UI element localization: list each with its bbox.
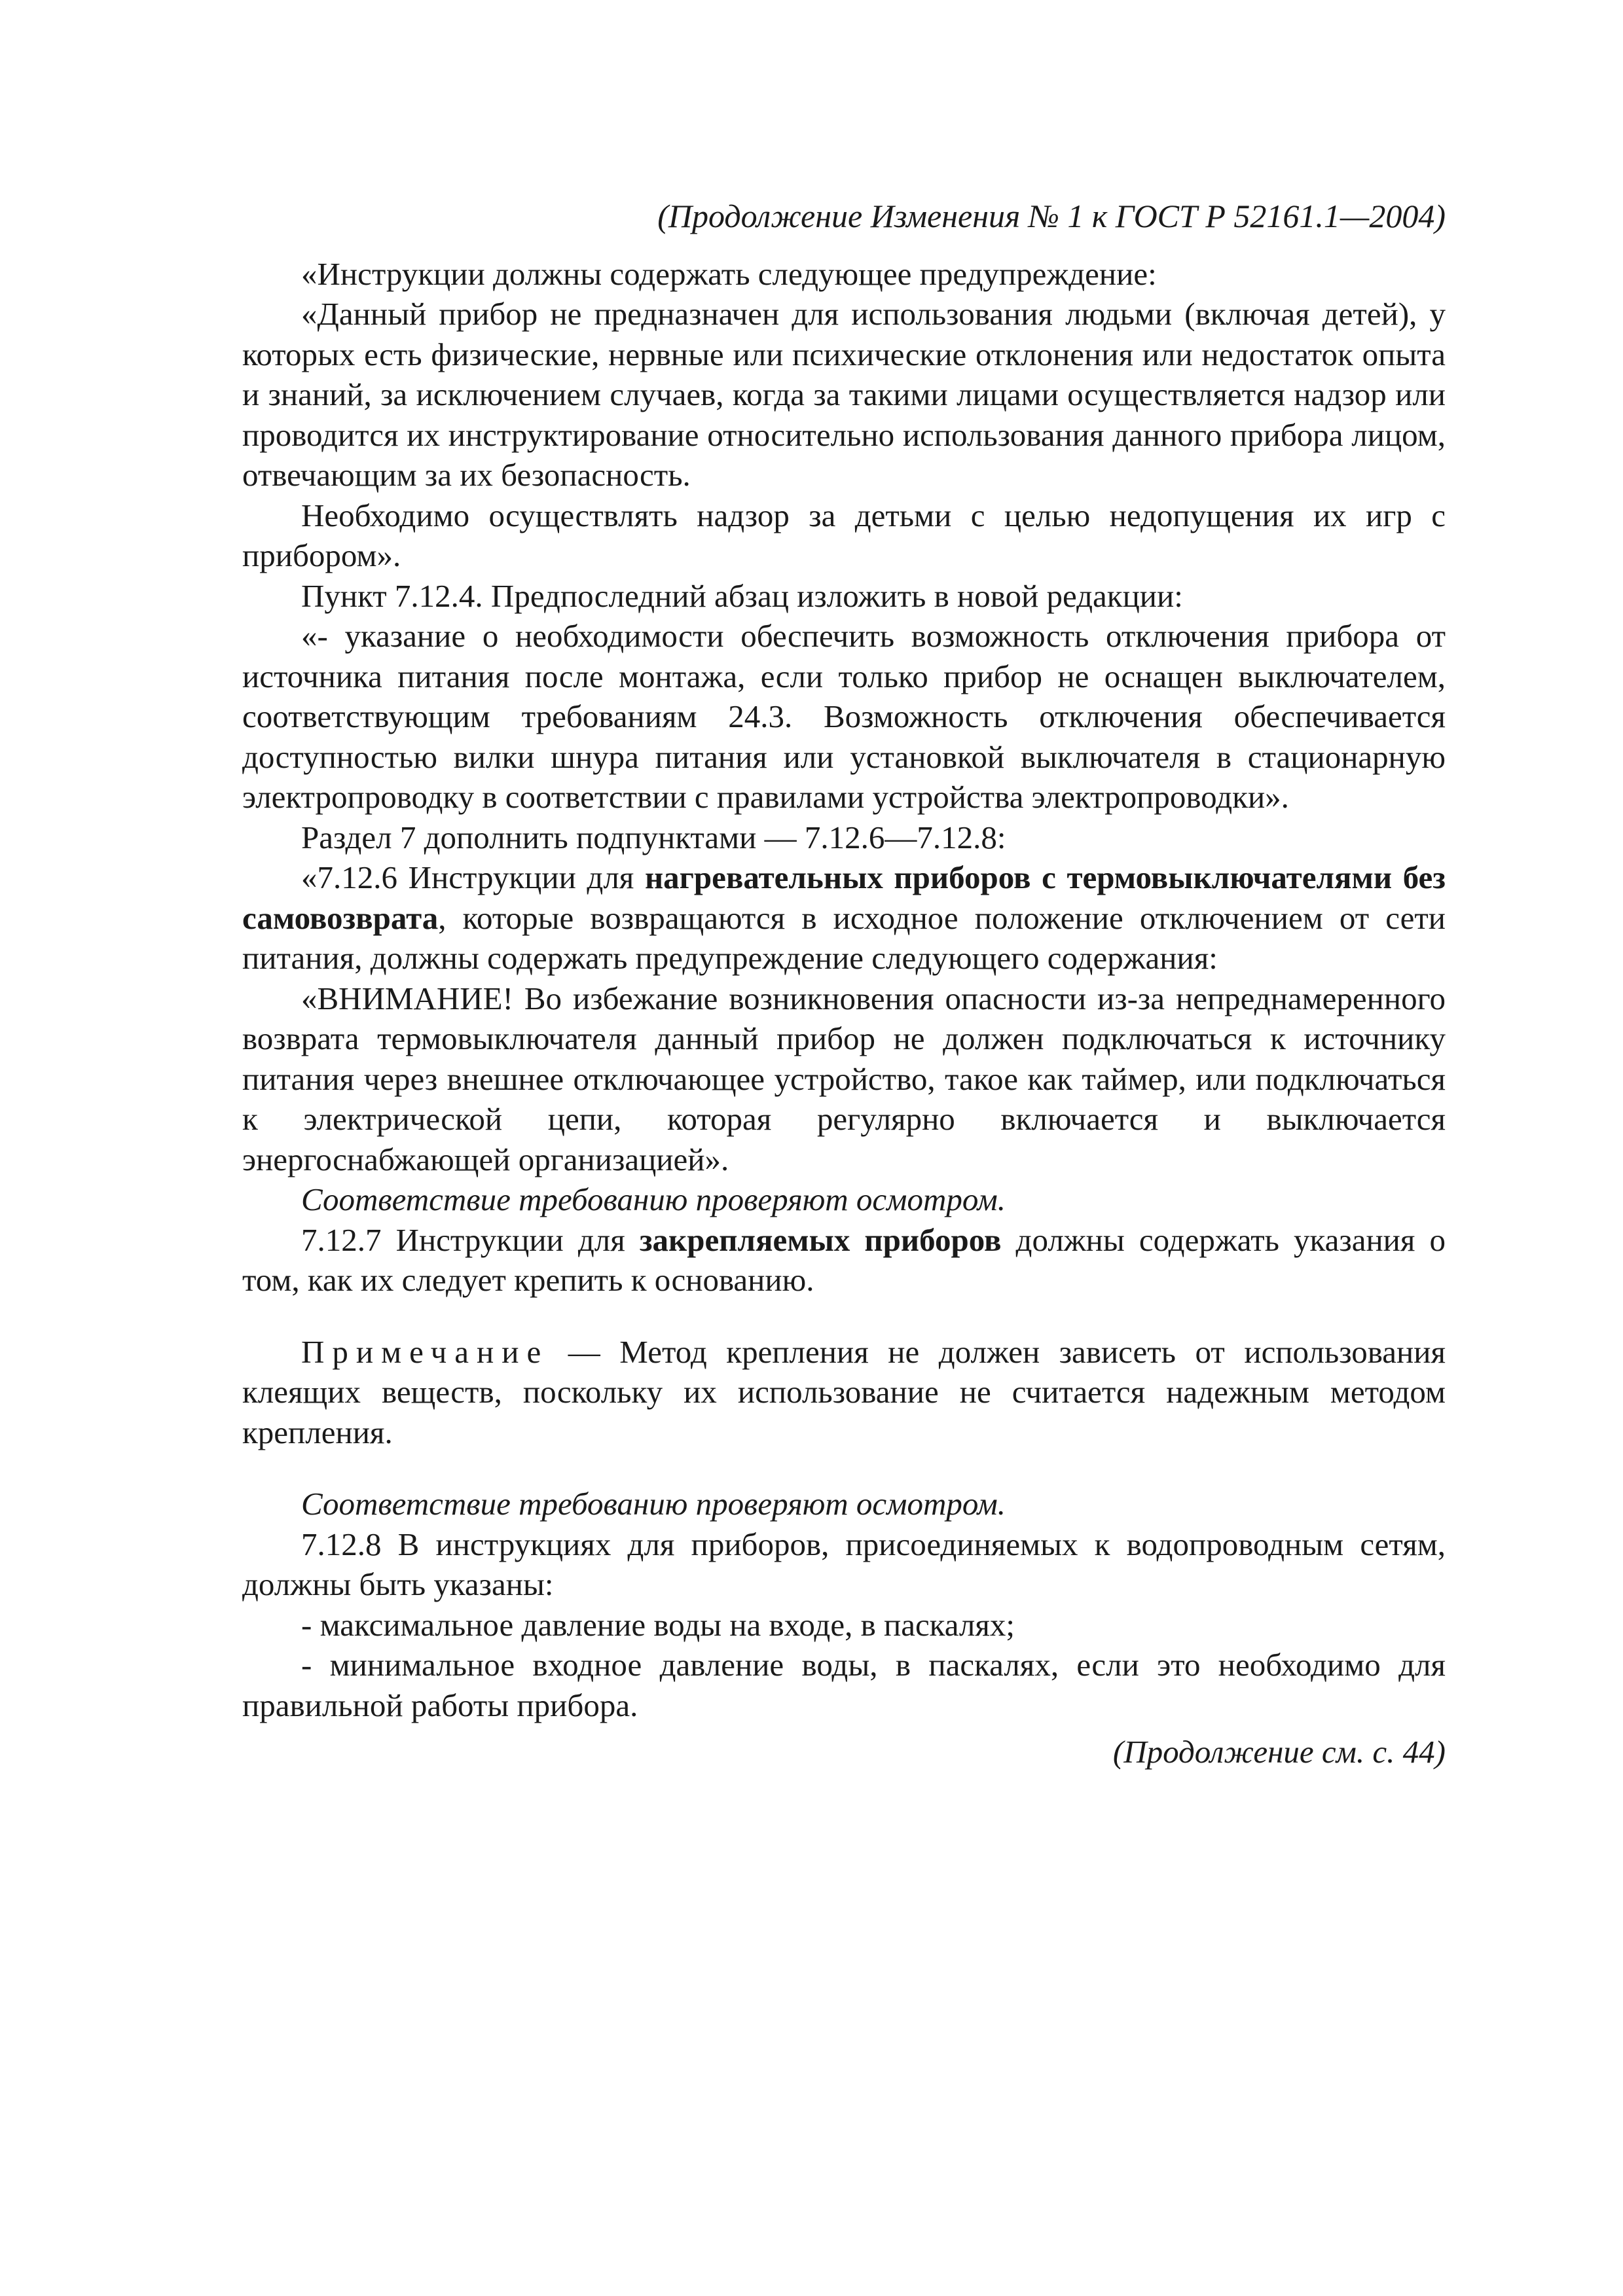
paragraph: Раздел 7 дополнить подпунктами — 7.12.6—7.12.8: [301,819,1006,855]
paragraph-text: должны содержать указания о том, как их следует крепить к основанию. [242,1221,1446,1298]
paragraph: Необходимо осуществлять надзор за детьми с целью недопущения их игр с прибором». [242,497,1446,573]
note [242,1332,1446,1453]
bold-term: закрепляемых приборов [639,1221,1002,1258]
paragraph: «- указание о необходимости обеспечить возможность отключения прибора от источника питания после монтажа, если только прибор не оснащен выключателем, соответствующим требованиям 24.3. Возможность отключения обеспечивается доступностью вилки шнура питания или установкой выключателя в стационарную электропроводку в соответствии с правилами устройства электропроводки». [242,618,1446,815]
paragraph: Пункт 7.12.4. Предпоследний абзац изложить в новой редакции: [301,577,1183,614]
paragraph-text: «7.12.6 Инструкции для [301,859,645,895]
bold-term: нагревательных приборов с термовыключателями без самовозврата [242,859,1446,936]
paragraph-text: 7.12.7 Инструкции для [301,1221,640,1258]
compliance-check: Соответствие требованию проверяют осмотром. [301,1486,1006,1522]
paragraph: - минимальное входное давление воды, в паскалях, если это необходимо для правильной работы прибора. [242,1647,1446,1723]
page-header: (Продолжение Изменения № 1 к ГОСТ Р 52161.1—2004) [657,198,1446,234]
paragraph: - максимальное давление воды на входе, в паскалях; [301,1606,1015,1643]
paragraph: 7.12.8 В инструкциях для приборов, присоединяемых к водопроводным сетям, должны быть указаны: [242,1526,1446,1602]
document-page [242,196,1446,1772]
paragraph [242,857,1446,978]
paragraph [242,1220,1446,1300]
paragraph: «ВНИМАНИЕ! Во избежание возникновения опасности из-за непреднамеренного возврата термовыключателя данный прибор не должен подключаться к источнику питания через внешнее отключающее устройство, такое как таймер, или подключаться к электрической цепи, которая регулярно включается и выключается энергоснабжающей организацией». [242,980,1446,1177]
note-label: Примечание [301,1333,549,1370]
note-text: — Метод крепления не должен зависеть от использования клеящих веществ, поскольку их использование не считается надежным методом крепления. [242,1333,1446,1450]
compliance-check: Соответствие требованию проверяют осмотром. [301,1181,1006,1217]
paragraph: «Инструкции должны содержать следующее предупреждение: [301,255,1157,292]
page-footer: (Продолжение см. с. 44) [1112,1734,1446,1770]
paragraph: «Данный прибор не предназначен для использования людьми (включая детей), у которых есть физические, нервные или психические отклонения или недостаток опыта и знаний, за исключением случаев, когда за такими лицами осуществляется надзор или проводится их инструктирование относительно использования данного прибора лицом, отвечающим за их безопасность. [242,296,1446,493]
paragraph-text: , которые возвращаются в исходное положение отключением от сети питания, должны содержать предупреждение следующего содержания: [242,899,1446,976]
